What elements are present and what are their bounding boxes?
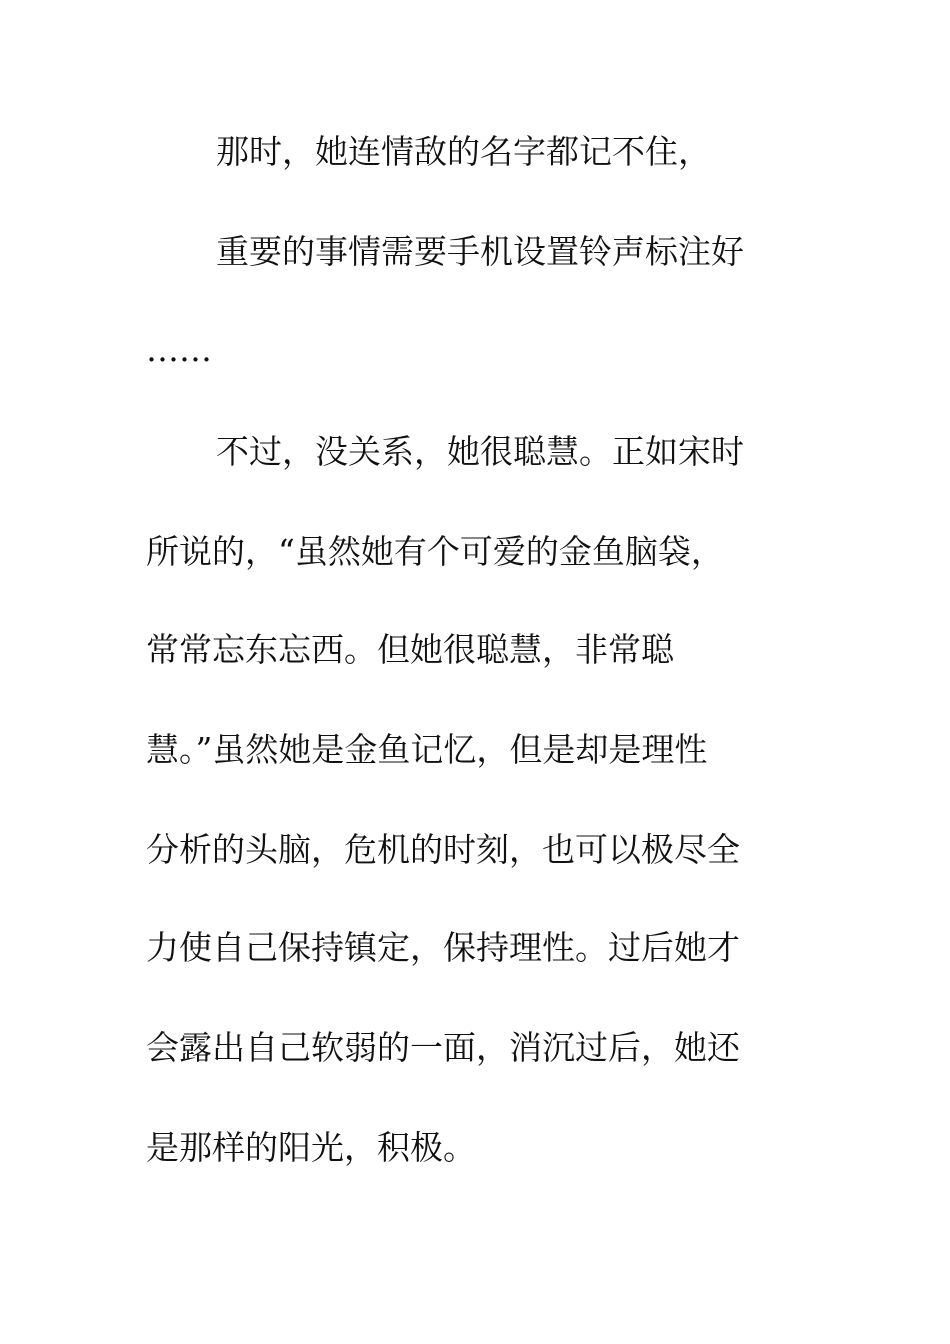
text-line: 是那样的阳光，积极。 — [146, 1128, 476, 1167]
text-line: …… — [146, 330, 212, 369]
text-line: 力使自己保持镇定，保持理性。过后她才 — [146, 928, 740, 967]
text-line: 所说的，“虽然她有个可爱的金鱼脑袋， — [146, 532, 724, 571]
text-line: 重要的事情需要手机设置铃声标注好 — [216, 232, 744, 271]
text-line: 常常忘东忘西。但她很聪慧，非常聪 — [146, 630, 674, 669]
text-line: 分析的头脑，危机的时刻，也可以极尽全 — [146, 830, 740, 869]
text-line: 会露出自己软弱的一面，消沉过后，她还 — [146, 1028, 740, 1067]
text-line: 那时，她连情敌的名字都记不住， — [216, 132, 711, 171]
text-line: 慧。”虽然她是金鱼记忆，但是却是理性 — [146, 730, 708, 769]
text-line: 不过，没关系，她很聪慧。正如宋时 — [216, 432, 744, 471]
